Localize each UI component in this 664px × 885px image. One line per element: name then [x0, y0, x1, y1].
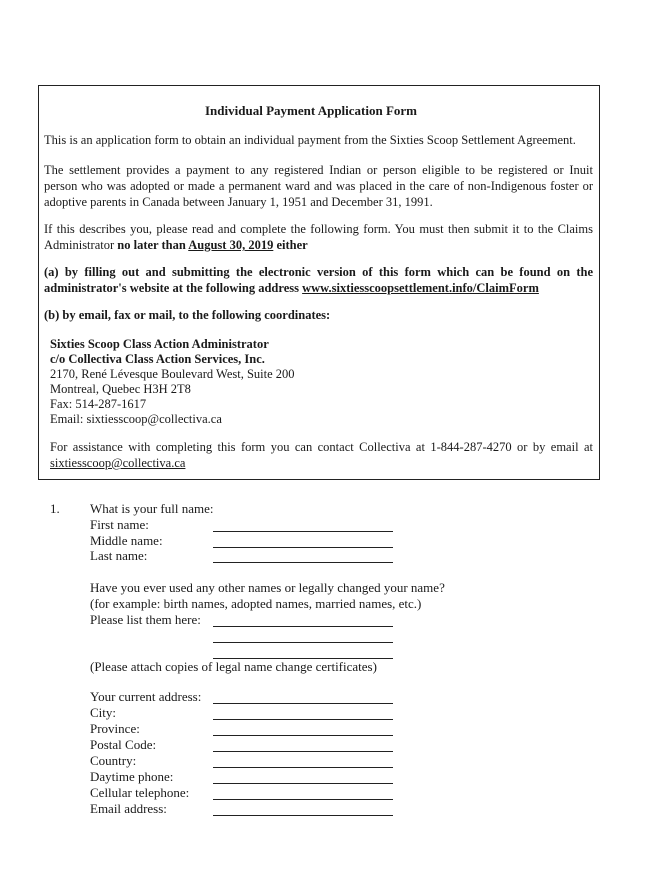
eligibility-line-1: The settlement provides a payment to any registered Indian or person eligible to be registered or Inuit: [44, 163, 593, 177]
postal-code-field[interactable]: [213, 751, 393, 752]
option-a-line-1: (a) by filling out and submitting the electronic version of this form which can be found on the: [44, 265, 593, 279]
eligibility-line-3: adoptive parents in Canada between January 1, 1951 and December 31, 1991.: [44, 195, 433, 209]
deadline-text-b: no later than: [117, 238, 189, 252]
email-line: Email: sixtiesscoop@collectiva.ca: [50, 412, 222, 426]
other-names-field-2[interactable]: [213, 642, 393, 643]
email-address-label: Email address:: [90, 801, 167, 816]
eligibility-line-2: person who was adopted or made a permanent ward and was placed in the care of non-Indigenous foster or: [44, 179, 593, 193]
question-number: 1.: [50, 501, 60, 516]
daytime-phone-label: Daytime phone:: [90, 769, 174, 784]
deadline-text-c: either: [273, 238, 308, 252]
postal-code-label: Postal Code:: [90, 737, 157, 752]
option-a-line-2: [44, 280, 539, 296]
city-label: City:: [90, 705, 117, 720]
country-field[interactable]: [213, 767, 393, 768]
attach-certificates-note: (Please attach copies of legal name change certificates): [90, 659, 377, 674]
deadline-line-1: If this describes you, please read and complete the following form. You must then submit it to the Claims: [44, 222, 593, 236]
address-line-3: 2170, René Lévesque Boulevard West, Suite 200: [50, 367, 295, 381]
first-name-field[interactable]: [213, 531, 393, 532]
daytime-phone-field[interactable]: [213, 783, 393, 784]
address-line-4: Montreal, Quebec H3H 2T8: [50, 382, 191, 396]
fax-line: Fax: 514-287-1617: [50, 397, 147, 411]
intro-paragraph: This is an application form to obtain an individual payment from the Sixties Scoop Settlement Agreement.: [44, 133, 576, 147]
other-names-field-1[interactable]: [213, 626, 393, 627]
cell-phone-label: Cellular telephone:: [90, 785, 190, 800]
province-label: Province:: [90, 721, 140, 736]
other-names-question: Have you ever used any other names or legally changed your name?: [90, 580, 445, 595]
province-field[interactable]: [213, 735, 393, 736]
question-prompt: What is your full name:: [90, 501, 214, 516]
option-a-text: administrator's website at the following address: [44, 281, 303, 295]
middle-name-label: Middle name:: [90, 533, 163, 548]
address-line-2: c/o Collectiva Class Action Services, Inc.: [50, 352, 265, 366]
city-field[interactable]: [213, 719, 393, 720]
email-address-field[interactable]: [213, 815, 393, 816]
claim-form-link[interactable]: www.sixtiesscoopsettlement.info/ClaimForm: [302, 281, 539, 295]
last-name-label: Last name:: [90, 548, 148, 563]
assistance-line-1: For assistance with completing this form you can contact Collectiva at 1-844-287-4270 or by email at: [50, 440, 593, 454]
country-label: Country:: [90, 753, 137, 768]
assistance-email-link[interactable]: sixtiesscoop@collectiva.ca: [50, 456, 186, 470]
deadline-text-a: Administrator: [44, 238, 118, 252]
deadline-line-2: [44, 237, 308, 253]
first-name-label: First name:: [90, 517, 149, 532]
address-field[interactable]: [213, 703, 393, 704]
form-title: Individual Payment Application Form: [205, 103, 417, 118]
last-name-field[interactable]: [213, 562, 393, 563]
address-label: Your current address:: [90, 689, 202, 704]
address-line-1: Sixties Scoop Class Action Administrator: [50, 337, 269, 351]
deadline-date: August 30, 2019: [188, 238, 274, 252]
other-names-label: Please list them here:: [90, 612, 201, 627]
cell-phone-field[interactable]: [213, 799, 393, 800]
other-names-examples: (for example: birth names, adopted names, married names, etc.): [90, 596, 422, 611]
option-b-heading: (b) by email, fax or mail, to the following coordinates:: [44, 308, 331, 322]
middle-name-field[interactable]: [213, 547, 393, 548]
